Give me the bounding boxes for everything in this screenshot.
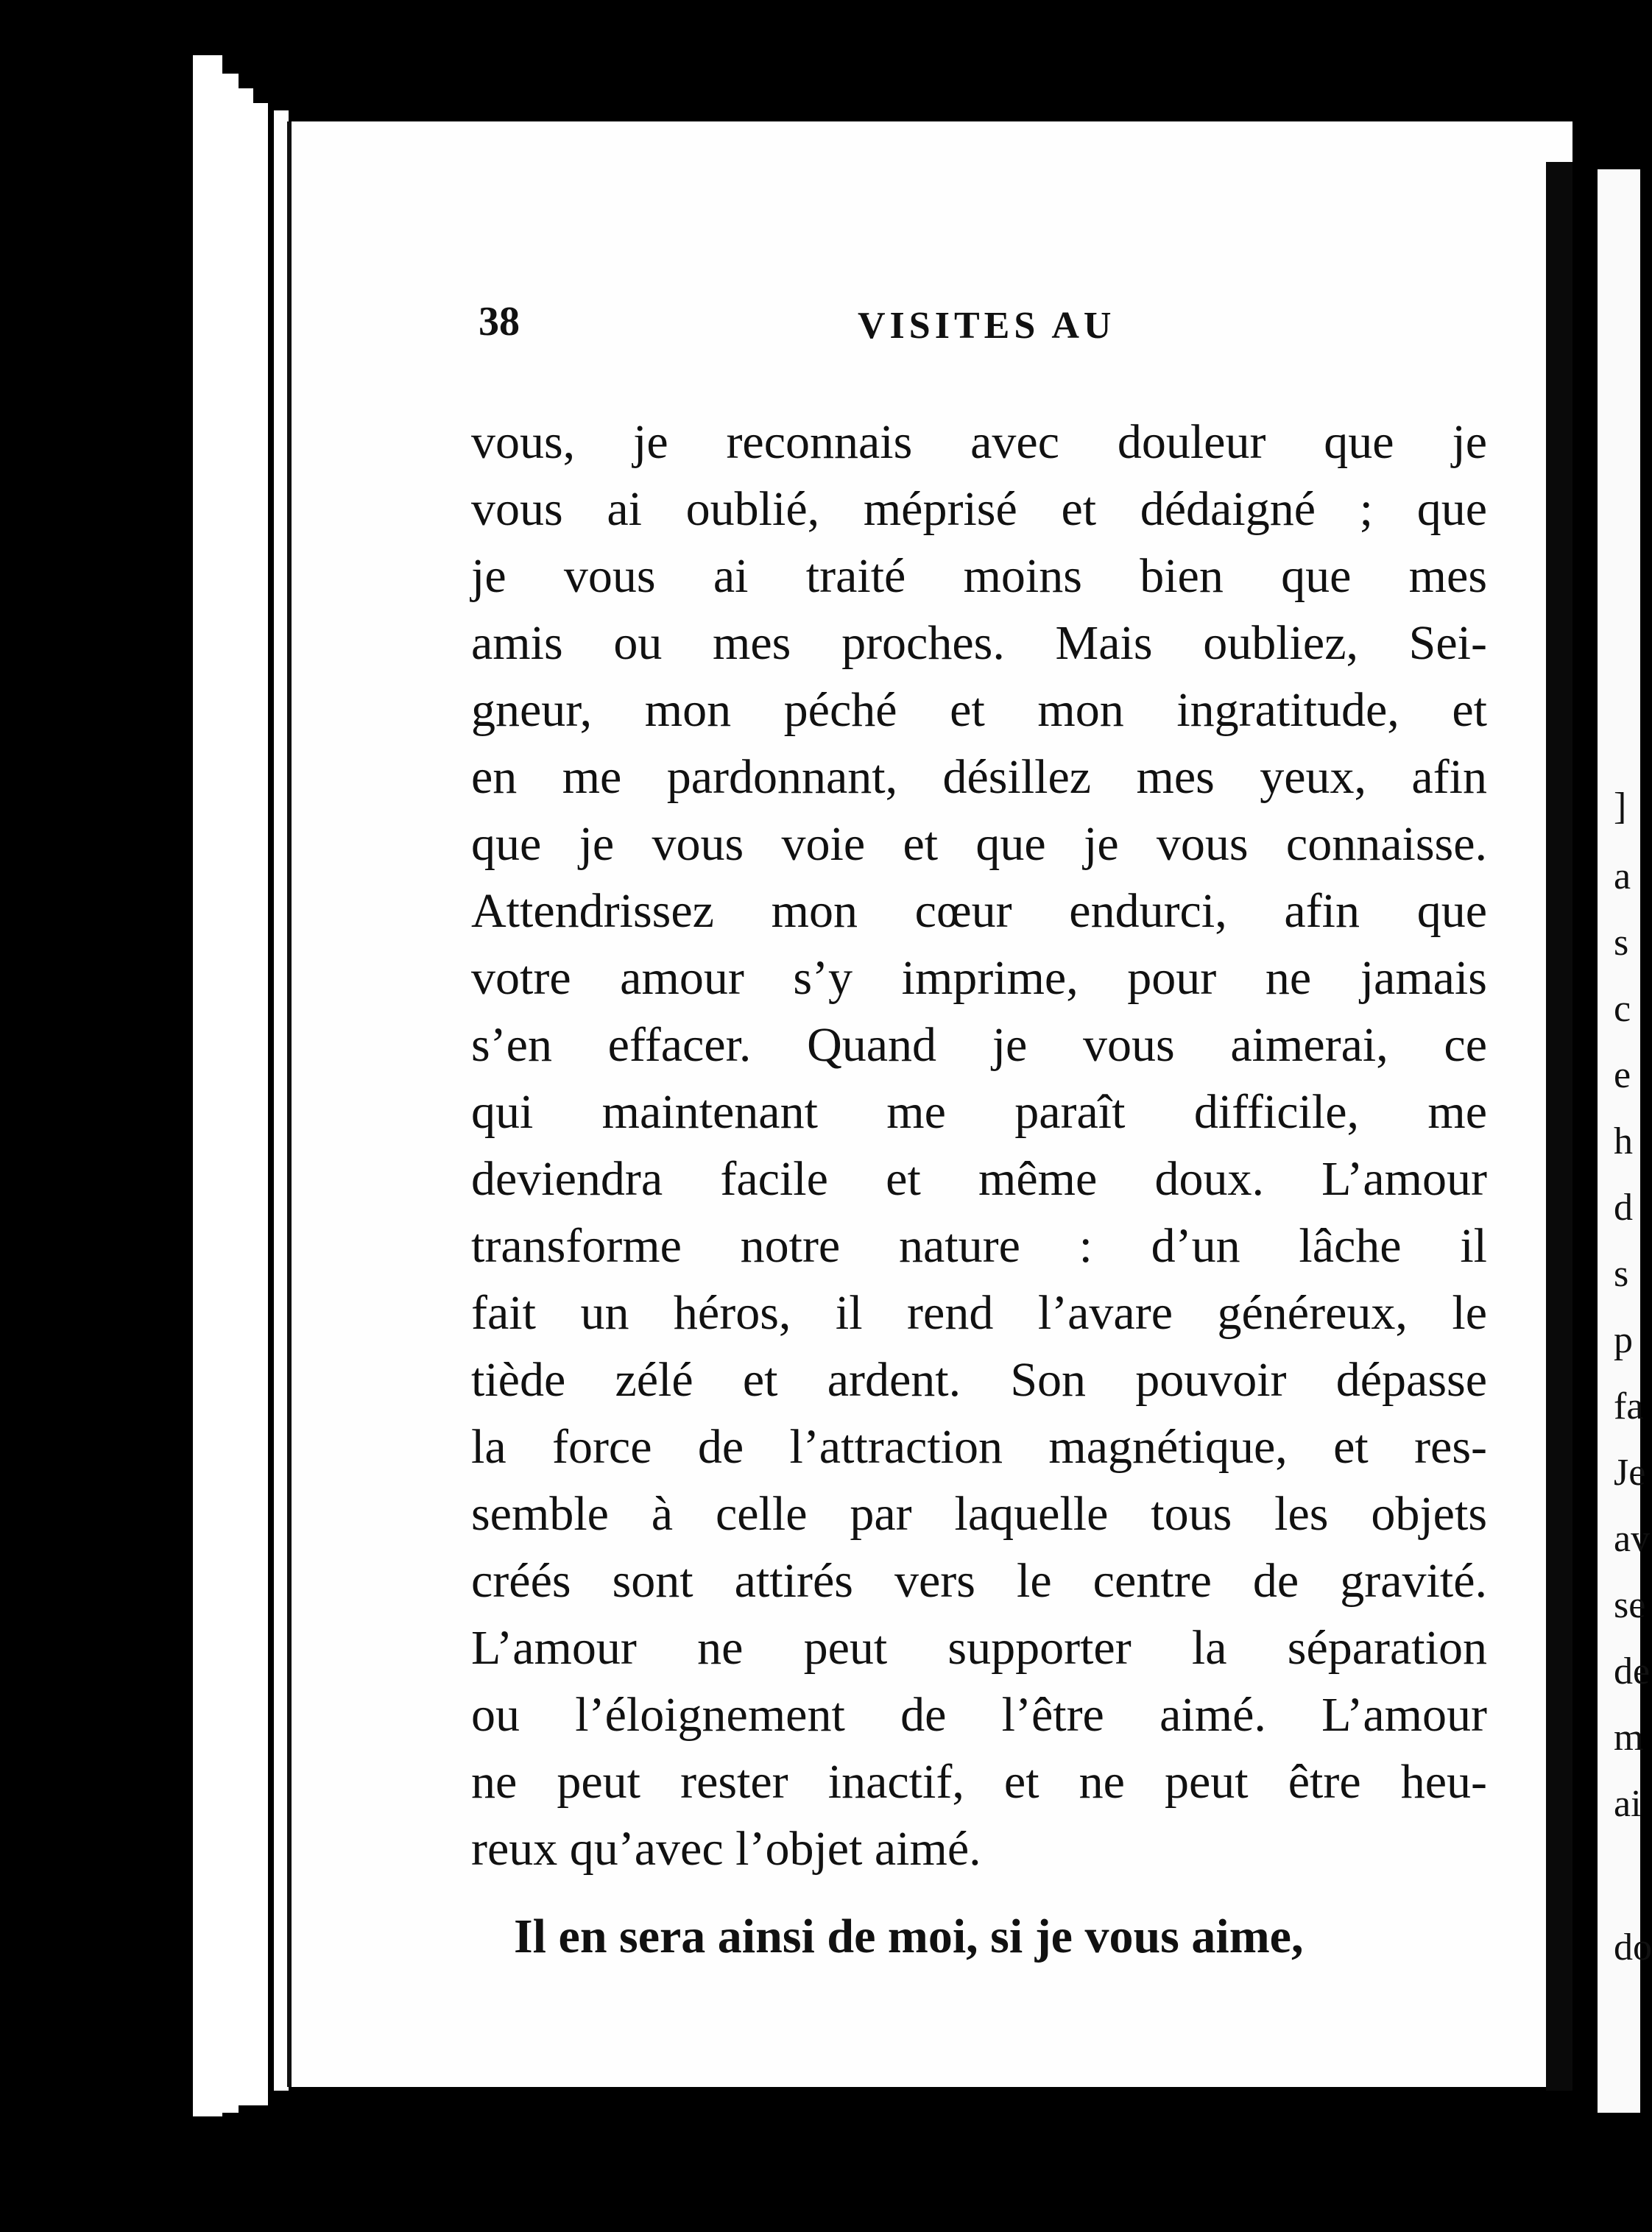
text-line: fait un héros, il rend l’avare généreux, le xyxy=(471,1286,1487,1340)
text-line: ne peut rester inactif, et ne peut être heu- xyxy=(471,1755,1487,1809)
facing-page-letter: ai xyxy=(1614,1783,1642,1825)
text-line: amis ou mes proches. Mais oubliez, Sei- xyxy=(471,616,1487,670)
facing-page-letter: av xyxy=(1614,1518,1651,1560)
text-line: je vous ai traité moins bien que mes xyxy=(471,549,1487,603)
paragraph xyxy=(471,409,1487,1882)
facing-page-letter: e xyxy=(1614,1054,1631,1096)
text-line: transforme notre nature : d’un lâche il xyxy=(471,1219,1487,1273)
text-line: Il en sera ainsi de moi, si je vous aime, xyxy=(514,1910,1304,1963)
facing-page-letter: do xyxy=(1614,1926,1652,1968)
facing-page-letter: s xyxy=(1614,922,1629,964)
paragraph xyxy=(471,1903,1487,1970)
text-line: vous, je reconnais avec douleur que je xyxy=(471,415,1487,469)
facing-page-letter: s xyxy=(1614,1253,1629,1295)
text-line: que je vous voie et que je vous connaisse. xyxy=(471,817,1487,871)
text-line: reux qu’avec l’objet aimé. xyxy=(471,1822,981,1876)
body-text xyxy=(471,409,1487,1970)
facing-page-letter: p xyxy=(1614,1319,1633,1361)
text-line: vous ai oublié, méprisé et dédaigné ; que xyxy=(471,482,1487,536)
text-line: L’amour ne peut supporter la séparation xyxy=(471,1621,1487,1675)
book-gutter xyxy=(1546,162,1572,2091)
facing-page-letter: d xyxy=(1614,1187,1633,1229)
facing-page-letter: ] xyxy=(1614,785,1627,827)
text-line: semble à celle par laquelle tous les objets xyxy=(471,1487,1487,1541)
text-line: la force de l’attraction magnétique, et res- xyxy=(471,1420,1487,1474)
page-header xyxy=(479,298,1274,357)
facing-page-letter: fa xyxy=(1614,1385,1644,1427)
page-edge xyxy=(253,103,271,2105)
facing-page-letter: se xyxy=(1614,1584,1646,1626)
facing-page-letter: de xyxy=(1614,1650,1651,1692)
text-line: en me pardonnant, désillez mes yeux, afin xyxy=(471,750,1487,804)
text-line: Attendrissez mon cœur endurci, afin que xyxy=(471,884,1487,938)
facing-page-letter: Je xyxy=(1614,1452,1646,1494)
text-line: tiède zélé et ardent. Son pouvoir dépasse xyxy=(471,1353,1487,1407)
paragraph-gap xyxy=(471,1882,1487,1903)
facing-page-letter: m xyxy=(1614,1717,1644,1759)
running-title: VISITES AU xyxy=(858,305,1116,347)
text-line: ou l’éloignement de l’être aimé. L’amour xyxy=(471,1688,1487,1742)
facing-page-fragment xyxy=(1598,169,1652,2113)
text-line: gneur, mon péché et mon ingratitude, et xyxy=(471,683,1487,737)
text-line: qui maintenant me paraît difficile, me xyxy=(471,1085,1487,1139)
facing-page-letter: a xyxy=(1614,855,1631,897)
text-line: deviendra facile et même doux. L’amour xyxy=(471,1152,1487,1206)
text-line: s’en effacer. Quand je vous aimerai, ce xyxy=(471,1018,1487,1072)
page-number: 38 xyxy=(479,299,520,345)
text-line: créés sont attirés vers le centre de gravité. xyxy=(471,1554,1487,1608)
facing-page-letter: h xyxy=(1614,1120,1633,1162)
text-line: votre amour s’y imprime, pour ne jamais xyxy=(471,951,1487,1005)
facing-page-letter: c xyxy=(1614,988,1631,1030)
